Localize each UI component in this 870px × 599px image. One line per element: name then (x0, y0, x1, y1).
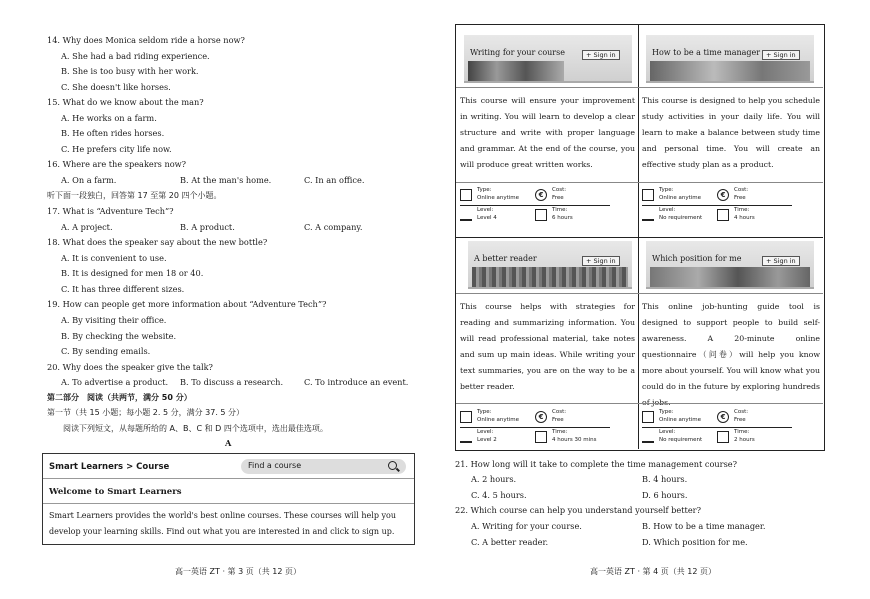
course-1-cost: Free (552, 195, 564, 201)
course-3-cost: Free (552, 417, 564, 423)
info-separator (717, 427, 792, 428)
q22-option-a: A. Writing for your course. (471, 521, 582, 531)
course-1-sign-in-button[interactable]: + Sign in (582, 50, 620, 60)
cost-label: Cost: (734, 409, 749, 415)
course-3-title[interactable]: A better reader (474, 254, 537, 263)
course-4-time: 2 hours (734, 437, 755, 443)
q17-option-b: B. A product. (180, 222, 235, 232)
q19-stem: 19. How can people get more information about “Adventure Tech”? (47, 299, 327, 309)
info-separator (642, 427, 717, 428)
course-4-level: No requirement (659, 437, 703, 443)
q15-option-c: C. He prefers city life now. (61, 144, 172, 154)
info-separator (535, 427, 610, 428)
course-search-input[interactable] (241, 459, 406, 474)
course-4-title[interactable]: Which position for me (652, 254, 742, 263)
welcome-heading: Welcome to Smart Learners (49, 487, 182, 497)
cost-label: Cost: (734, 187, 749, 193)
course-1-time: 6 hours (552, 215, 573, 221)
type-label: Type: (659, 409, 674, 415)
info-separator (642, 205, 717, 206)
course-4-description: This online job-hunting guide tool is designed to support people to build self-awareness. A 20-minute online questionnaire（问卷）will help you know more about yourself. You will know what you could do in the future by exploring hundreds of jobs. (642, 302, 820, 407)
intro-text: Smart Learners provides the world's best online courses. These courses will help you develop your learning skills. Find out what you are interested in and click to sign up. (49, 511, 396, 536)
course-3-type: Online anytime (477, 417, 520, 423)
q20-option-c: C. To introduce an event. (304, 377, 409, 387)
course-2-level: No requirement (659, 215, 703, 221)
row-divider-1 (456, 87, 823, 88)
course-4-type: Online anytime (659, 417, 702, 423)
q22-option-d: D. Which position for me. (642, 537, 748, 547)
course-4-sign-in-button[interactable]: + Sign in (762, 256, 800, 266)
cost-label: Cost: (552, 187, 567, 193)
grid-divider-horizontal (456, 237, 823, 238)
q14-option-c: C. She doesn't like horses. (61, 82, 171, 92)
q18-stem: 18. What does the speaker say about the new bottle? (47, 237, 268, 247)
level-icon (642, 431, 654, 443)
course-2-banner[interactable] (646, 35, 814, 83)
course-2-time: 4 hours (734, 215, 755, 221)
level-icon (642, 209, 654, 221)
type-icon (460, 189, 472, 201)
reading-instruction: 阅读下列短文，从每题所给的 A、B、C 和 D 四个选项中，选出最佳选项。 (63, 424, 328, 433)
level-label: Level: (477, 207, 494, 213)
type-label: Type: (477, 409, 492, 415)
type-icon (460, 411, 472, 423)
info-separator (460, 205, 535, 206)
search-icon[interactable] (388, 461, 397, 470)
q21-option-a: A. 2 hours. (471, 474, 517, 484)
course-1-type: Online anytime (477, 195, 520, 201)
course-1-banner[interactable] (464, 35, 632, 83)
course-1-image (468, 61, 564, 81)
q22-option-c: C. A better reader. (471, 537, 549, 547)
cost-icon: € (535, 189, 547, 201)
cost-icon: € (717, 189, 729, 201)
part2-heading: 第二部分 阅读（共两节，满分 50 分） (47, 393, 192, 402)
q19-option-a: A. By visiting their office. (61, 315, 167, 325)
row-divider-4 (456, 403, 823, 404)
section1-heading: 第一节（共 15 小题；每小题 2. 5 分，满分 37. 5 分） (47, 408, 245, 417)
course-3-banner[interactable] (468, 241, 632, 289)
course-2-sign-in-button[interactable]: + Sign in (762, 50, 800, 60)
time-label: Time: (552, 429, 568, 435)
info-separator (717, 205, 792, 206)
breadcrumb[interactable]: Smart Learners > Course (49, 462, 170, 472)
course-3-time: 4 hours 30 mins (552, 437, 597, 443)
course-3-level: Level 2 (477, 437, 497, 443)
q21-option-b: B. 4 hours. (642, 474, 688, 484)
cost-icon: € (717, 411, 729, 423)
q19-option-c: C. By sending emails. (61, 346, 151, 356)
q18-option-b: B. It is designed for men 18 or 40. (61, 268, 204, 278)
course-1-level: Level 4 (477, 215, 497, 221)
type-icon (642, 411, 654, 423)
time-icon (535, 431, 547, 443)
q21-option-c: C. 4. 5 hours. (471, 490, 527, 500)
course-3-description: This course helps with strategies for reading and summarizing information. You will read professional material, take notes and sum up main ideas. While writing your text summaries, you are on the way to be a better reader. (460, 302, 635, 391)
level-label: Level: (659, 429, 676, 435)
q18-option-a: A. It is convenient to use. (61, 253, 167, 263)
q21-stem: 21. How long will it take to complete the time management course? (455, 459, 738, 469)
course-1-description: This course will ensure your improvement in writing. You will learn to develop a clear structure and write with proper language and grammar. At the end of the course, you will produce great written works. (460, 96, 635, 169)
course-2-image (650, 61, 810, 81)
cost-label: Cost: (552, 409, 567, 415)
search-placeholder: Find a course (248, 461, 302, 470)
course-4-banner[interactable] (646, 241, 814, 289)
listening-instruction: 听下面一段独白，回答第 17 至第 20 四个小题。 (47, 191, 222, 200)
smart-learners-box (42, 453, 415, 545)
time-icon (717, 431, 729, 443)
course-4-cost: Free (734, 417, 746, 423)
q22-option-b: B. How to be a time manager. (642, 521, 766, 531)
level-label: Level: (659, 207, 676, 213)
q16-option-b: B. At the man's home. (180, 175, 272, 185)
time-icon (535, 209, 547, 221)
q16-stem: 16. Where are the speakers now? (47, 159, 187, 169)
q19-option-b: B. By checking the website. (61, 331, 177, 341)
q20-option-a: A. To advertise a product. (61, 377, 169, 387)
passage-letter: A (225, 438, 232, 448)
welcome-bar (43, 479, 414, 504)
q16-option-c: C. In an office. (304, 175, 365, 185)
course-2-description: This course is designed to help you schedule study activities in your daily life. You will learn to make a balance between study time and personal time. You will create an effective study plan as a product. (642, 96, 820, 169)
course-2-title[interactable]: How to be a time manager (652, 48, 761, 57)
course-2-cost: Free (734, 195, 746, 201)
smart-learners-header (43, 454, 414, 479)
q14-stem: 14. Why does Monica seldom ride a horse now? (47, 35, 245, 45)
q20-option-b: B. To discuss a research. (180, 377, 284, 387)
level-label: Level: (477, 429, 494, 435)
info-separator (460, 427, 535, 428)
page-footer-left: 高一英语 ZT · 第 3 页（共 12 页） (175, 567, 301, 576)
course-2-type: Online anytime (659, 195, 702, 201)
time-icon (717, 209, 729, 221)
q15-option-a: A. He works on a farm. (61, 113, 157, 123)
q15-stem: 15. What do we know about the man? (47, 97, 204, 107)
level-icon (460, 209, 472, 221)
q14-option-b: B. She is too busy with her work. (61, 66, 199, 76)
time-label: Time: (552, 207, 568, 213)
q16-option-a: A. On a farm. (61, 175, 117, 185)
q17-stem: 17. What is “Adventure Tech”? (47, 206, 174, 216)
course-3-image (472, 267, 628, 287)
q15-option-b: B. He often rides horses. (61, 128, 165, 138)
q21-option-d: D. 6 hours. (642, 490, 688, 500)
course-3-sign-in-button[interactable]: + Sign in (582, 256, 620, 266)
q17-option-c: C. A company. (304, 222, 363, 232)
page-footer-right: 高一英语 ZT · 第 4 页（共 12 页） (590, 567, 716, 576)
q20-stem: 20. Why does the speaker give the talk? (47, 362, 213, 372)
course-1-title[interactable]: Writing for your course (470, 48, 565, 57)
course-4-image (650, 267, 810, 287)
info-separator (535, 205, 610, 206)
time-label: Time: (734, 207, 750, 213)
row-divider-3 (456, 293, 823, 294)
level-icon (460, 431, 472, 443)
cost-icon: € (535, 411, 547, 423)
q18-option-c: C. It has three different sizes. (61, 284, 185, 294)
type-icon (642, 189, 654, 201)
time-label: Time: (734, 429, 750, 435)
type-label: Type: (659, 187, 674, 193)
q17-option-a: A. A project. (61, 222, 113, 232)
row-divider-2 (456, 182, 823, 183)
q22-stem: 22. Which course can help you understand yourself better? (455, 505, 701, 515)
q14-option-a: A. She had a bad riding experience. (61, 51, 210, 61)
type-label: Type: (477, 187, 492, 193)
course-grid (455, 24, 825, 451)
